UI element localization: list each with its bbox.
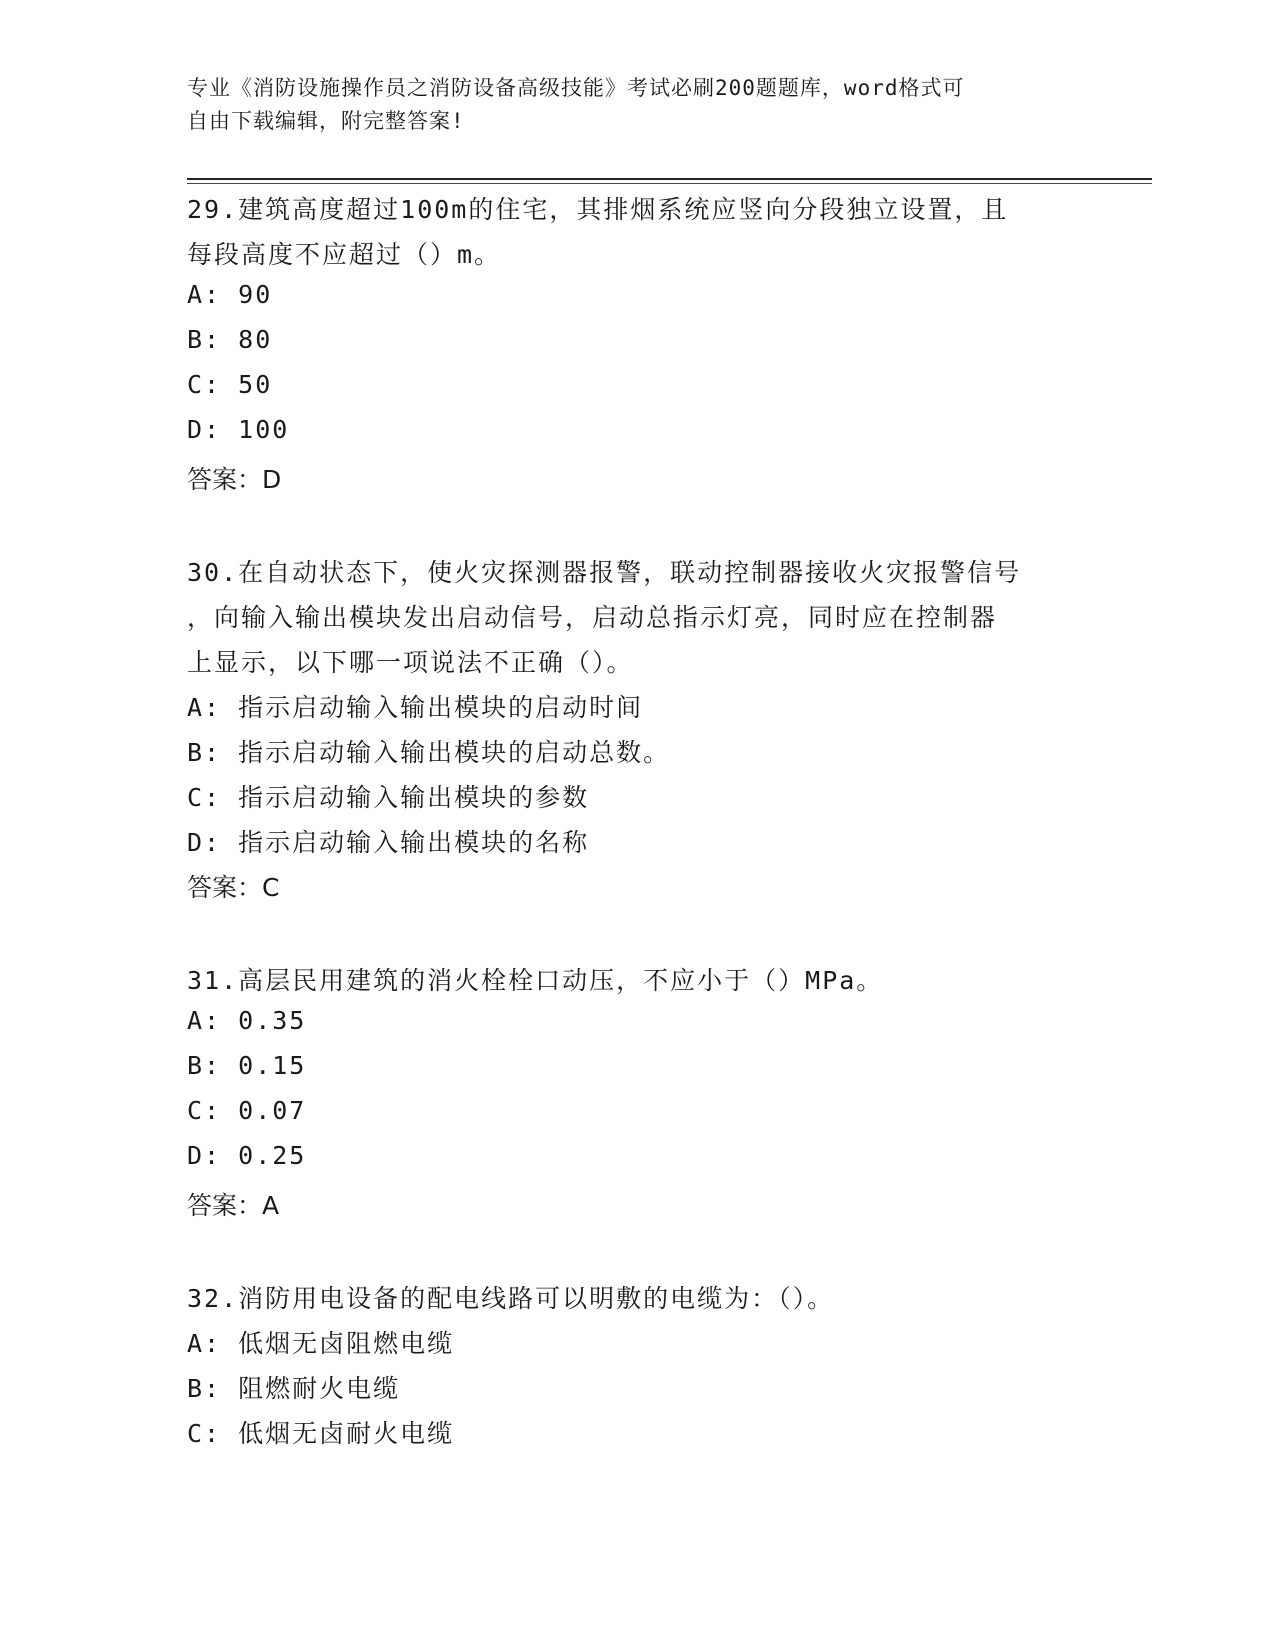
question-30-option-c: C: 指示启动输入输出模块的参数 [187,783,590,812]
question-30-stem-line-2: ，向输入输出模块发出启动信号，启动总指示灯亮，同时应在控制器 [187,603,998,632]
question-29-option-a: A: 90 [187,280,273,309]
question-31-answer: 答案：A [187,1191,280,1220]
question-29-answer: 答案：D [187,465,282,494]
question-31-stem-line-1: 31.高层民用建筑的消火栓栓口动压，不应小于（）MPa。 [187,966,884,995]
header-divider-thick [187,178,1152,180]
question-31-option-c: C: 0.07 [187,1096,307,1125]
question-32-option-a: A: 低烟无卤阻燃电缆 [187,1329,455,1358]
header-line-1: 专业《消防设施操作员之消防设备高级技能》考试必刷200题题库，word格式可 [187,76,965,100]
question-31-option-b: B: 0.15 [187,1051,307,1080]
question-32-stem-line-1: 32.消防用电设备的配电线路可以明敷的电缆为：（）。 [187,1284,835,1313]
question-31-option-a: A: 0.35 [187,1006,307,1035]
header-divider-thin [187,183,1152,184]
document-header [187,72,1067,138]
question-30-stem-line-1: 30.在自动状态下，使火灾探测器报警，联动控制器接收火灾报警信号 [187,558,1022,587]
header-line-2: 自由下载编辑，附完整答案! [187,109,465,133]
question-32-option-b: B: 阻燃耐火电缆 [187,1374,401,1403]
question-30-option-d: D: 指示启动输入输出模块的名称 [187,828,590,857]
question-29-stem-line-2: 每段高度不应超过（）m。 [187,240,502,269]
question-29-option-d: D: 100 [187,415,290,444]
question-30-stem-line-3: 上显示，以下哪一项说法不正确（）。 [187,648,634,677]
question-30-option-b: B: 指示启动输入输出模块的启动总数。 [187,738,671,767]
question-31-option-d: D: 0.25 [187,1141,307,1170]
question-30-option-a: A: 指示启动输入输出模块的启动时间 [187,693,644,722]
question-30-answer: 答案：C [187,873,280,902]
question-29-option-b: B: 80 [187,325,273,354]
question-29-option-c: C: 50 [187,370,273,399]
question-32-option-c: C: 低烟无卤耐火电缆 [187,1419,455,1448]
question-29-stem-line-1: 29.建筑高度超过100m的住宅，其排烟系统应竖向分段独立设置，且 [187,195,1009,224]
